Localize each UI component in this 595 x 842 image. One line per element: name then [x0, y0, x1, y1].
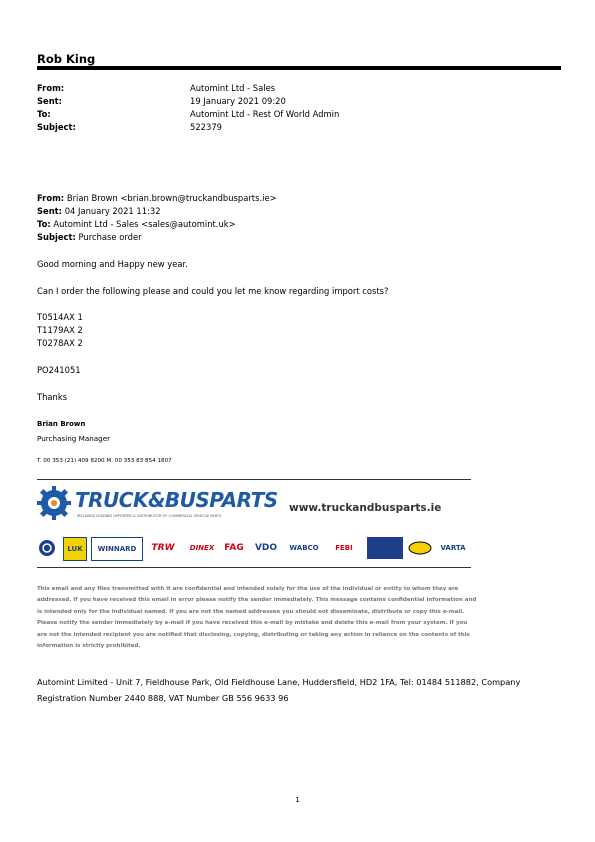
page-number: 1 [295, 796, 300, 804]
header-sent-value: 19 January 2021 09:20 [190, 96, 286, 106]
forwarded-sent-value: 04 January 2021 11:32 [64, 206, 161, 216]
signature-title: Purchasing Manager [37, 434, 111, 443]
signature-name: Brian Brown [37, 420, 86, 428]
logo-tagline: IRELANDS LEADING IMPORTER & DISTRIBUTOR OF COMMERCIAL VEHICLE PARTS [77, 514, 222, 518]
forwarded-subject [37, 232, 142, 242]
brand-vdo: VDO [254, 543, 278, 553]
forwarded-subject-label: Subject: [37, 232, 76, 242]
body-request: Can I order the following please and could you let me know regarding import costs? [37, 286, 389, 296]
company-footer: Automint Limited - Unit 7, Fieldhouse Park, Old Fieldhouse Lane, Huddersfield, HD2 1FA, Tel: 01484 511882, Company Registration Number 2440 888, VAT Number GB 556 9633 96 [37, 677, 521, 703]
forwarded-to [37, 219, 236, 229]
signature-divider-top [37, 479, 471, 480]
order-item: T0514AX 1 [37, 312, 83, 322]
brand-luk: LUK [63, 537, 87, 561]
po-number: PO241051 [37, 365, 81, 375]
forwarded-from-value: Brian Brown <brian.brown@truckandbusparts.ie> [66, 193, 277, 203]
brand-trw: TRW [151, 543, 175, 553]
body-greeting: Good morning and Happy new year. [37, 259, 188, 269]
forwarded-subject-value: Purchase order [78, 232, 142, 242]
brand-febi: FEBI [335, 544, 353, 552]
forwarded-to-value: Automint Ltd - Sales <sales@automint.uk> [53, 219, 236, 229]
header-subject-value: 522379 [190, 122, 222, 132]
brand-logos [37, 537, 471, 561]
brand-logo-dark [367, 537, 403, 559]
body-thanks: Thanks [37, 392, 68, 402]
forwarded-sent [37, 206, 161, 216]
header-to-value: Automint Ltd - Rest Of World Admin [190, 109, 340, 119]
order-item: T0278AX 2 [37, 338, 83, 348]
order-item: T1179AX 2 [37, 325, 83, 335]
brand-winnard: WINNARD [91, 537, 143, 561]
header-divider [37, 66, 561, 70]
gear-logo-icon [37, 486, 71, 520]
header-sent-label: Sent: [37, 96, 63, 106]
company-banner [37, 484, 471, 528]
forwarded-from [37, 193, 277, 203]
hella-logo-icon [408, 541, 432, 555]
forwarded-to-label: To: [37, 219, 51, 229]
header-from-value: Automint Ltd - Sales [190, 83, 276, 93]
signature-divider-bottom [37, 567, 471, 568]
header-to-label: To: [37, 109, 51, 119]
brand-hella [407, 537, 433, 559]
brand-logo-icon [37, 537, 57, 559]
logo-text: TRUCK&BUSPARTS [75, 488, 278, 512]
website-link[interactable]: www.truckandbusparts.ie [289, 502, 442, 514]
header-subject-label: Subject: [37, 122, 76, 132]
signature-phone: T. 00 353 (21) 409 8200 M. 00 353 83 854 1807 [37, 458, 172, 464]
brand-fag: FAG [224, 543, 244, 553]
header-from-label: From: [37, 83, 65, 93]
forwarded-sent-label: Sent: [37, 206, 63, 216]
sender-name: Rob King [37, 52, 96, 66]
brand-dinex: DINEX [189, 544, 215, 552]
brand-wabco: WABCO [289, 544, 319, 552]
confidentiality-disclaimer: This email and any files transmitted with it are confidential and intended solely for the use of the individual or entity to whom they are addressed. If you have received this email in error please notify the sender immediately. This message contains confidential information and is intended only for the individual named. If you are not the named addressee you should not disseminate, distribute or copy this e-mail. Please notify the sender immediately by e-mail if you have received this e-mail by mistake and delete this e-mail from your system. If you are not the intended recipient you are notified that disclosing, copying, distributing or taking any action in reliance on the contents of this information is strictly prohibited. [37, 586, 477, 650]
forwarded-from-label: From: [37, 193, 65, 203]
brand-varta: VARTA [440, 544, 466, 552]
